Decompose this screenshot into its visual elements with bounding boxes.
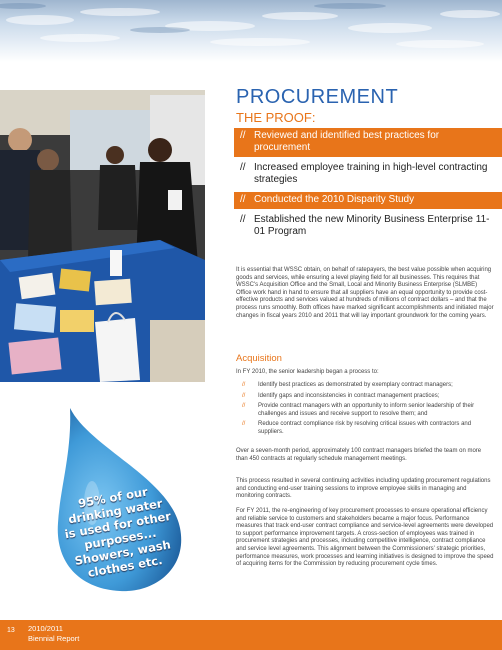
list-item bbox=[240, 393, 494, 401]
bullet-mark: // bbox=[240, 214, 246, 225]
proof-list bbox=[234, 128, 502, 244]
section-heading-acquisition: Acquisition bbox=[236, 353, 282, 364]
intro-paragraph: It is essential that WSSC obtain, on behalf of ratepayers, the best value possible when acquiring goods and services, while ensuring a level playing field for all businesses. This requires that WSSC's Acquisition Office and the Small, Local and Minority Business Enterprise (SLMBE) Office work hand in hand to ensure that all suppliers have an equal opportunity to provide cost-effective products and services valued at hundreds of millions of contract dollars – and that the process runs smoothly. Both offices have marked significant accomplishments and initiated major changes in fiscal years 2010 and 2011 that will lay important groundwork for the coming years. bbox=[236, 267, 494, 319]
page-title: PROCUREMENT bbox=[236, 86, 399, 108]
acquisition-paragraph: Over a seven-month period, approximately 100 contract managers briefed the team on more than 450 contracts at regularly schedule management meetings. bbox=[236, 448, 482, 462]
acquisition-list bbox=[240, 382, 494, 440]
footer-report-name: Biennial Report bbox=[28, 634, 80, 643]
footer-year: 2010/2011 bbox=[28, 624, 63, 633]
event-photo bbox=[0, 90, 205, 382]
proof-item bbox=[234, 192, 502, 209]
bullet-mark: // bbox=[242, 403, 246, 410]
proof-item-text: Increased employee training in high-level contracting strategies bbox=[254, 162, 488, 185]
acquisition-paragraph: This process resulted in several continuing activities including updating procurement regulations and conducting end-user training sessions to improve employee skills in managing and monitoring contracts. bbox=[236, 478, 491, 500]
list-item-text: Identify gaps and inconsistencies in contract management practices; bbox=[258, 392, 440, 399]
page-subtitle: THE PROOF: bbox=[236, 110, 316, 125]
proof-item bbox=[234, 160, 502, 189]
list-item bbox=[240, 403, 494, 418]
bullet-mark: // bbox=[240, 162, 246, 173]
proof-item-text: Established the new Minority Business Enterprise 11-01 Program bbox=[254, 214, 490, 237]
proof-item-text: Conducted the 2010 Disparity Study bbox=[254, 194, 415, 205]
list-item bbox=[240, 421, 494, 436]
acquisition-paragraph: For FY 2011, the re-engineering of key procurement processes to ensure operational efficiency and reliable service to customers and stakeholders became a major focus. Performance measures that track end-user contract compliance and service-level agreements were developed to support performance improvement targets. A cross-section of employees was trained in procurement strategies and processes, including competitive intelligence, contract compliance and service level agreements. This alignment between the Commissioners' strategic priorities, performance measures, work processes and learning initiatives is designed to improve the speed of acquiring items for the Commission by reducing procurement cycle times. bbox=[236, 508, 494, 568]
water-drop-text: 95% of our drinking water is used for other purposes... Showers, wash clothes etc. bbox=[63, 484, 172, 580]
proof-item-text: Reviewed and identified best practices for procurement bbox=[254, 130, 440, 153]
list-item bbox=[240, 382, 494, 390]
bullet-mark: // bbox=[240, 194, 246, 205]
bullet-mark: // bbox=[240, 130, 246, 141]
proof-item bbox=[234, 128, 502, 157]
bullet-mark: // bbox=[242, 392, 246, 399]
proof-item bbox=[234, 212, 502, 241]
list-item-text: Identify best practices as demonstrated by exemplary contract managers; bbox=[258, 382, 453, 388]
page-number: 13 bbox=[7, 627, 15, 634]
bullet-mark: // bbox=[242, 421, 246, 428]
acquisition-lead: In FY 2010, the senior leadership began a process to: bbox=[236, 369, 379, 375]
list-item-text: Reduce contract compliance risk by resolving critical issues with contractors and suppliers. bbox=[258, 421, 472, 435]
list-item-text: Provide contract managers with an opportunity to inform senior leadership of their challenges and issues and receive support to resolve them; and bbox=[258, 403, 475, 417]
bullet-mark: // bbox=[242, 382, 246, 388]
header-water-banner bbox=[0, 0, 502, 62]
